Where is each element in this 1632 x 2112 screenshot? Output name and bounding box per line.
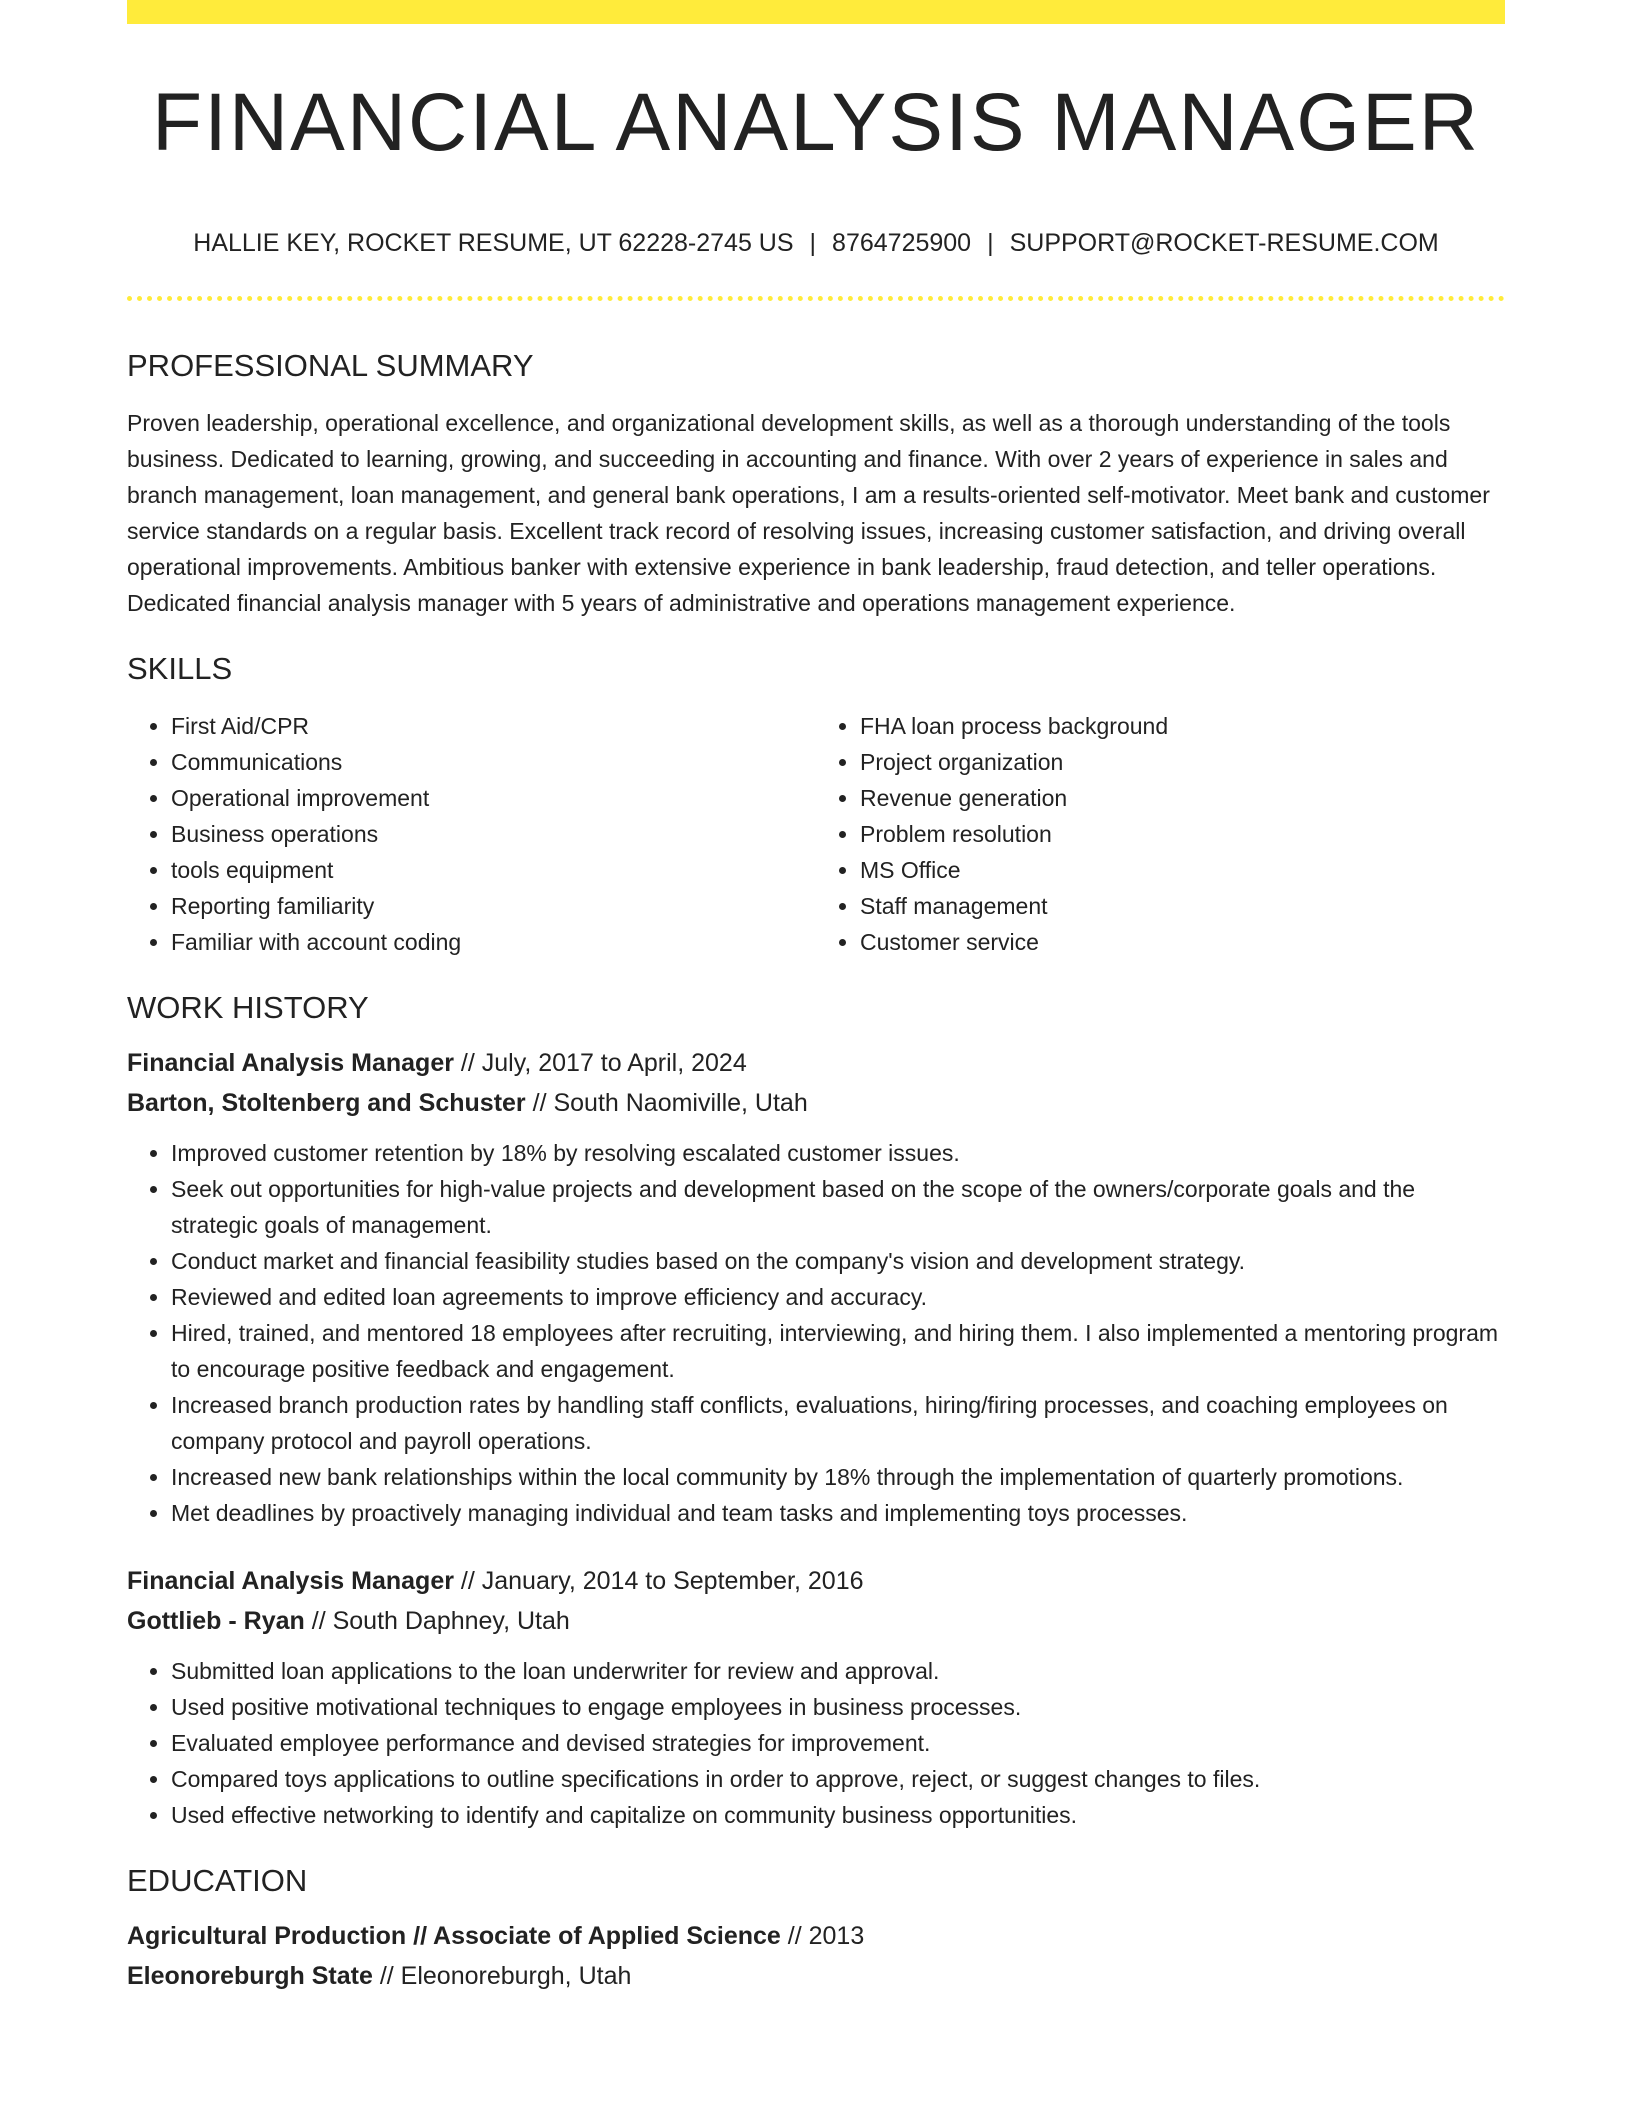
list-item: • Used positive motivational techniques to engage employees in business processes. <box>171 1689 1505 1725</box>
list-item: • MS Office <box>860 852 1505 888</box>
contact-line <box>127 231 1505 256</box>
list-item: • Project organization <box>860 744 1505 780</box>
list-item: • Customer service <box>860 924 1505 960</box>
contact-address: HALLIE KEY, ROCKET RESUME, UT 62228-2745 US <box>193 229 794 257</box>
list-item: • Met deadlines by proactively managing individual and team tasks and implementing toys processes. <box>171 1495 1505 1531</box>
list-item: • tools equipment <box>171 852 816 888</box>
education-school-line <box>127 1956 1505 1996</box>
resume-page <box>127 0 1505 1996</box>
list-item: • First Aid/CPR <box>171 708 816 744</box>
summary-text: Proven leadership, operational excellence, and organizational development skills, as well as a thorough understanding of the tools business. Dedicated to learning, growing, and succeeding in accounting and finance. With over 2 years of experience in sales and branch management, loan management, and general bank operations, I am a results-oriented self-motivator. Meet bank and customer service standards on a regular basis. Excellent track record of resolving issues, increasing customer satisfaction, and driving overall operational improvements. Ambitious banker with extensive experience in bank leadership, fraud detection, and teller operations. Dedicated financial analysis manager with 5 years of administrative and operations management experience. <box>127 410 1490 616</box>
job-company: Gottlieb - Ryan <box>127 1607 305 1635</box>
list-item: • Problem resolution <box>860 816 1505 852</box>
contact-separator: | <box>809 229 817 257</box>
job-location: // South Daphney, Utah <box>304 1607 570 1635</box>
list-item: • Reporting familiarity <box>171 888 816 924</box>
list-item: • Submitted loan applications to the loan underwriter for review and approval. <box>171 1653 1505 1689</box>
list-item: • Evaluated employee performance and devised strategies for improvement. <box>171 1725 1505 1761</box>
job-entry <box>127 1561 1505 1833</box>
job-title: Financial Analysis Manager <box>127 1049 454 1077</box>
list-item: • Communications <box>171 744 816 780</box>
list-item: • Hired, trained, and mentored 18 employees after recruiting, interviewing, and hiring them. I also implemented a mentoring program to encourage positive feedback and engagement. <box>171 1315 1505 1387</box>
list-item: • Familiar with account coding <box>171 924 816 960</box>
skills-column-left <box>127 708 816 960</box>
work-heading: WORK HISTORY <box>127 990 369 1025</box>
skills-heading: SKILLS <box>127 651 233 686</box>
summary-heading: PROFESSIONAL SUMMARY <box>127 348 534 383</box>
list-item: • FHA loan process background <box>860 708 1505 744</box>
job-company-line <box>127 1601 1505 1641</box>
job-bullets <box>127 1135 1505 1531</box>
dotted-divider <box>127 296 1505 301</box>
job-dates: // July, 2017 to April, 2024 <box>453 1049 747 1077</box>
education-school: Eleonoreburgh State <box>127 1962 373 1990</box>
job-dates: // January, 2014 to September, 2016 <box>453 1567 864 1595</box>
job-title-line <box>127 1043 1505 1083</box>
education-degree-line <box>127 1916 1505 1956</box>
list-item: • Conduct market and financial feasibility studies based on the company's vision and development strategy. <box>171 1243 1505 1279</box>
skills-column-right <box>816 708 1505 960</box>
list-item: • Used effective networking to identify and capitalize on community business opportunities. <box>171 1797 1505 1833</box>
list-item: • Reviewed and edited loan agreements to improve efficiency and accuracy. <box>171 1279 1505 1315</box>
accent-bar <box>127 0 1505 24</box>
list-item: • Seek out opportunities for high-value projects and development based on the scope of the owners/corporate goals and the strategic goals of management. <box>171 1171 1505 1243</box>
list-item: • Staff management <box>860 888 1505 924</box>
contact-separator: | <box>987 229 994 257</box>
list-item: • Increased new bank relationships within the local community by 18% through the implementation of quarterly promotions. <box>171 1459 1505 1495</box>
education-entry <box>127 1916 1505 1996</box>
list-item: • Improved customer retention by 18% by resolving escalated customer issues. <box>171 1135 1505 1171</box>
education-year: // 2013 <box>780 1922 865 1950</box>
education-heading: EDUCATION <box>127 1863 308 1898</box>
job-title-line <box>127 1561 1505 1601</box>
job-entry <box>127 1043 1505 1531</box>
education-degree: Agricultural Production // Associate of Applied Science <box>127 1922 781 1950</box>
job-title: Financial Analysis Manager <box>127 1567 454 1595</box>
list-item: • Compared toys applications to outline specifications in order to approve, reject, or suggest changes to files. <box>171 1761 1505 1797</box>
education-location: // Eleonoreburgh, Utah <box>372 1962 632 1990</box>
skills-list <box>127 708 1505 960</box>
contact-phone: 8764725900 <box>832 229 972 257</box>
list-item: • Revenue generation <box>860 780 1505 816</box>
job-company: Barton, Stoltenberg and Schuster <box>127 1089 526 1117</box>
job-location: // South Naomiville, Utah <box>525 1089 808 1117</box>
contact-email: SUPPORT@ROCKET-RESUME.COM <box>1009 229 1439 257</box>
list-item: • Business operations <box>171 816 816 852</box>
list-item: • Operational improvement <box>171 780 816 816</box>
job-company-line <box>127 1083 1505 1123</box>
resume-title: FINANCIAL ANALYSIS MANAGER <box>152 77 1480 168</box>
list-item: • Increased branch production rates by handling staff conflicts, evaluations, hiring/firing processes, and coaching employees on company protocol and payroll operations. <box>171 1387 1505 1459</box>
job-bullets <box>127 1653 1505 1833</box>
